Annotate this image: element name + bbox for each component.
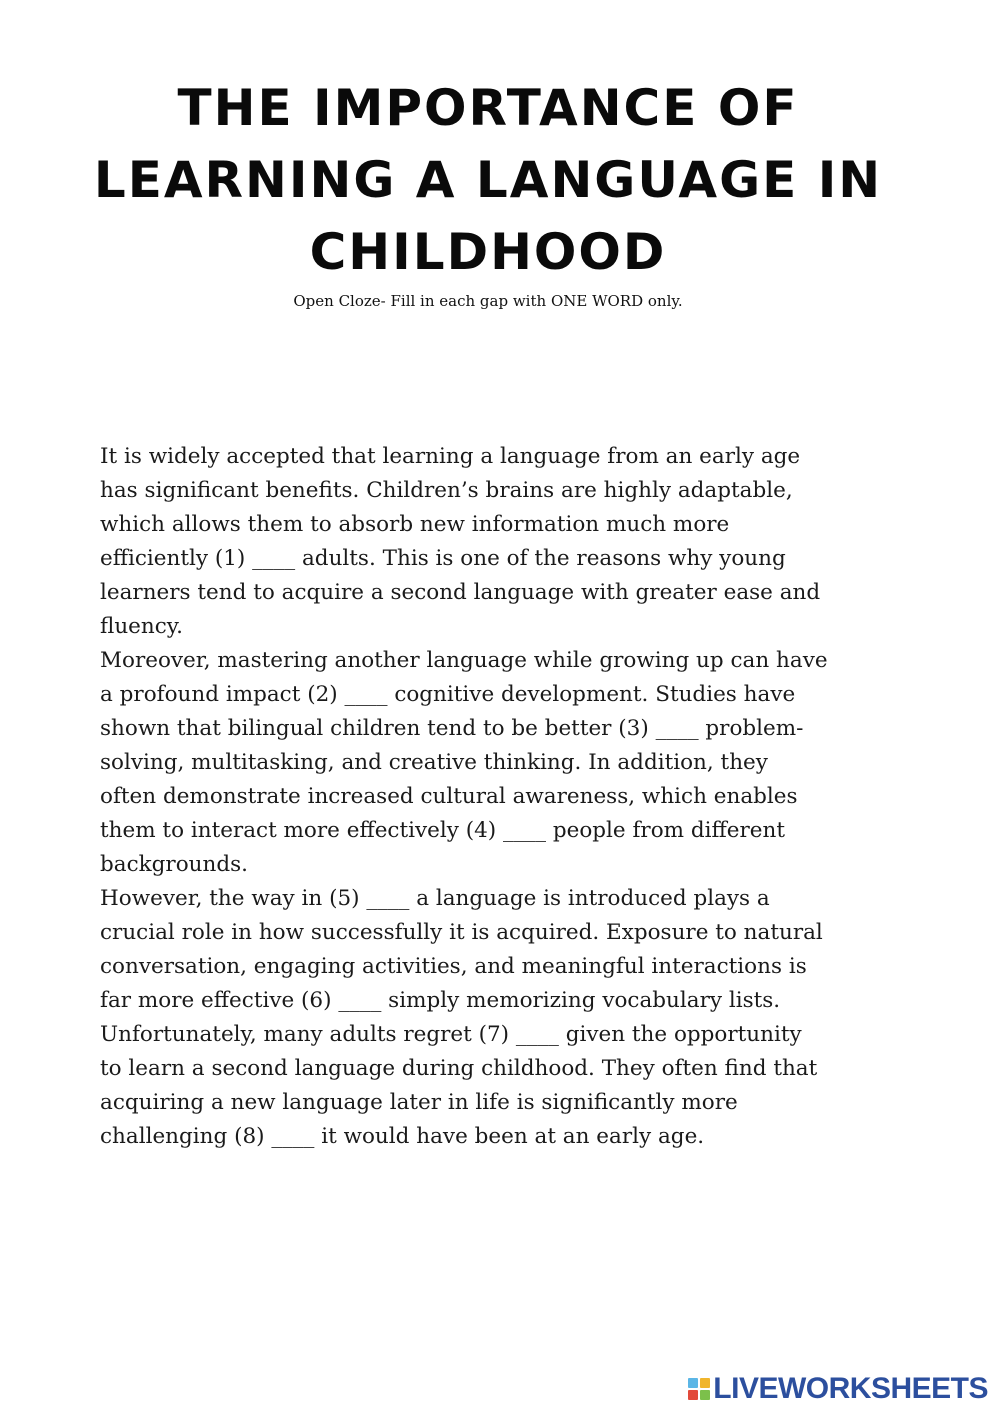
worksheet-title xyxy=(80,72,896,288)
passage-line-gap-4: them to interact more effectively (4) ____ people from different xyxy=(100,818,785,843)
cloze-passage xyxy=(100,440,930,1154)
passage-line-gap-5: However, the way in (5) ____ a language is introduced plays a xyxy=(100,886,770,911)
passage-line: Moreover, mastering another language while growing up can have xyxy=(100,648,828,673)
passage-line: has significant benefits. Children’s brains are highly adaptable, xyxy=(100,478,793,503)
passage-line: which allows them to absorb new information much more xyxy=(100,512,730,537)
passage-line-gap-7: Unfortunately, many adults regret (7) ____ given the opportunity xyxy=(100,1022,802,1047)
passage-line-gap-8: challenging (8) ____ it would have been at an early age. xyxy=(100,1124,705,1149)
logo-text: LIVEWORKSHEETS xyxy=(713,1372,988,1405)
liveworksheets-logo[interactable] xyxy=(688,1372,988,1406)
title-line-1: THE IMPORTANCE OF xyxy=(177,79,799,137)
passage-line: conversation, engaging activities, and meaningful interactions is xyxy=(100,954,807,979)
passage-line: often demonstrate increased cultural awareness, which enables xyxy=(100,784,798,809)
passage-line: crucial role in how successfully it is acquired. Exposure to natural xyxy=(100,920,823,945)
passage-line: learners tend to acquire a second language with greater ease and xyxy=(100,580,821,605)
passage-line: acquiring a new language later in life is significantly more xyxy=(100,1090,738,1115)
passage-line: It is widely accepted that learning a language from an early age xyxy=(100,444,801,469)
passage-line: fluency. xyxy=(100,614,183,639)
title-line-2: LEARNING A LANGUAGE IN xyxy=(93,151,883,209)
passage-line-gap-6: far more effective (6) ____ simply memorizing vocabulary lists. xyxy=(100,988,781,1013)
passage-line-gap-1: efficiently (1) ____ adults. This is one of the reasons why young xyxy=(100,546,786,571)
passage-line: backgrounds. xyxy=(100,852,248,877)
instructions: Open Cloze- Fill in each gap with ONE WORD only. xyxy=(293,292,683,310)
liveworksheets-logo-icon xyxy=(688,1378,710,1400)
passage-line: solving, multitasking, and creative thinking. In addition, they xyxy=(100,750,768,775)
title-line-3: CHILDHOOD xyxy=(309,223,667,281)
passage-line-gap-2: a profound impact (2) ____ cognitive development. Studies have xyxy=(100,682,796,707)
passage-line-gap-3: shown that bilingual children tend to be better (3) ____ problem- xyxy=(100,716,804,741)
passage-line: to learn a second language during childhood. They often find that xyxy=(100,1056,818,1081)
